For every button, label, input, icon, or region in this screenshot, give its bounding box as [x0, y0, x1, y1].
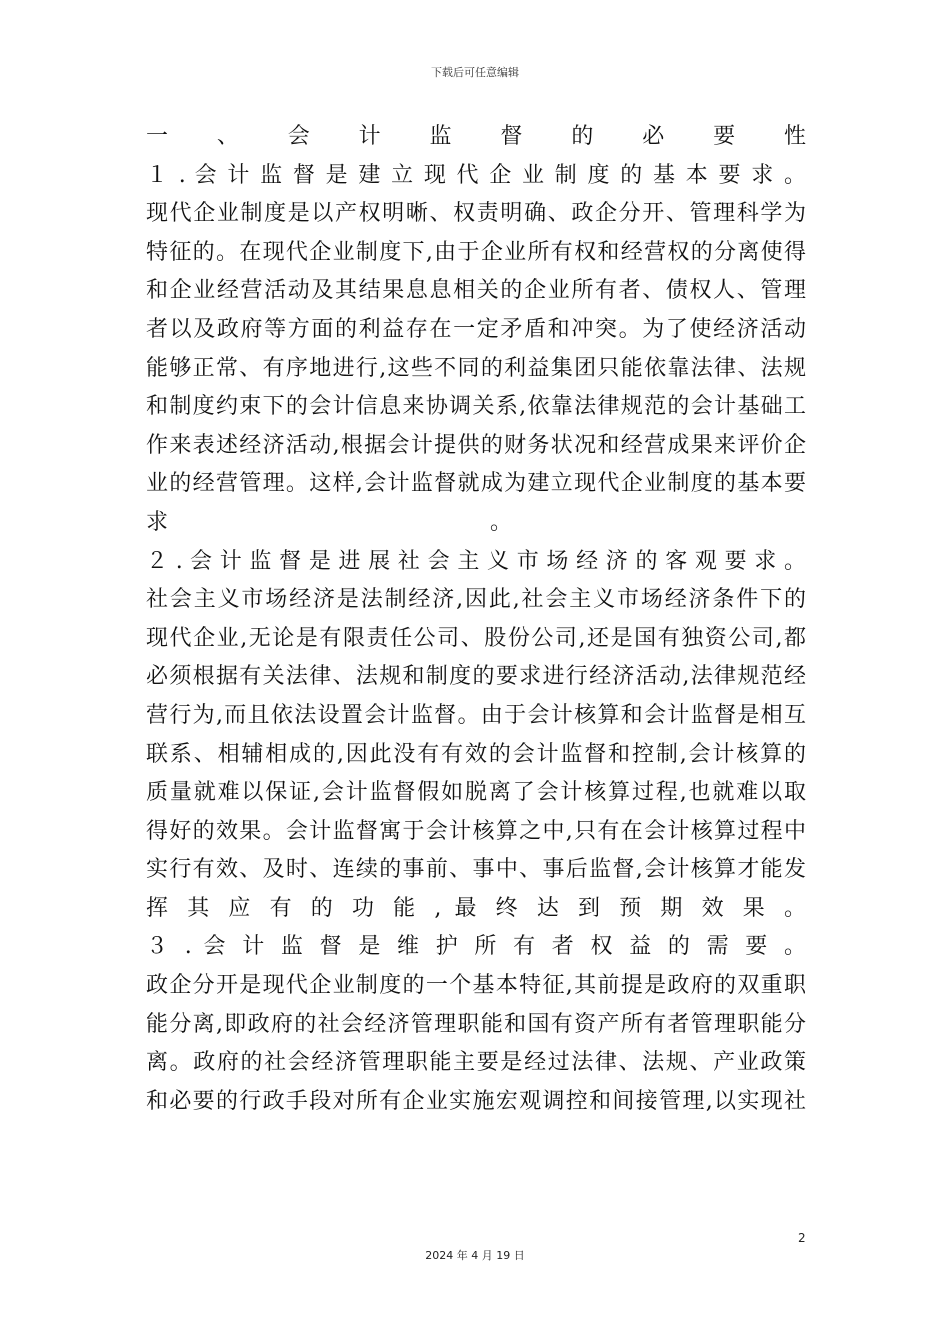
text-line: [146, 504, 806, 543]
page-header: 下载后可任意编辑: [431, 66, 519, 79]
text-line: 必须根据有关法律、法规和制度的要求进行经济活动,法律规范经: [146, 664, 806, 690]
text-line-main: 求: [146, 509, 169, 535]
text-line: 现代企业制度是以产权明晰、权责明确、政企分开、管理科学为: [146, 201, 806, 227]
document-body: [146, 118, 806, 1121]
text-line: 得好的效果。会计监督寓于会计核算之中,只有在会计核算过程中: [146, 818, 806, 844]
text-line: 挥 其 应 有 的 功 能 , 最 终 达 到 预 期 效 果 。: [146, 895, 806, 921]
text-line: 现代企业,无论是有限责任公司、股份公司,还是国有独资公司,都: [146, 625, 806, 651]
text-line: 业的经营管理。这样,会计监督就成为建立现代企业制度的基本要: [146, 471, 806, 497]
text-line: 能分离,即政府的社会经济管理职能和国有资产所有者管理职能分: [146, 1011, 806, 1037]
page-footer-date: 2024 年 4 月 19 日: [425, 1249, 525, 1262]
text-line: ２ . 会 计 监 督 是 进 展 社 会 主 义 市 场 经 济 的 客 观 要 求 。: [146, 548, 806, 574]
page-number: 2: [798, 1231, 806, 1245]
text-line: 离。政府的社会经济管理职能主要是经过法律、法规、产业政策: [146, 1050, 806, 1076]
text-line: 作来表述经济活动,根据会计提供的财务状况和经营成果来评价企: [146, 432, 806, 458]
text-line: 者以及政府等方面的利益存在一定矛盾和冲突。为了使经济活动: [146, 316, 806, 342]
text-line: 政企分开是现代企业制度的一个基本特征,其前提是政府的双重职: [146, 973, 806, 999]
text-line: 能够正常、有序地进行,这些不同的利益集团只能依靠法律、法规: [146, 355, 806, 381]
text-line: １ . 会 计 监 督 是 建 立 现 代 企 业 制 度 的 基 本 要 求 。: [146, 162, 806, 188]
text-line: 联系、相辅相成的,因此没有有效的会计监督和控制,会计核算的: [146, 741, 806, 767]
text-line: 营行为,而且依法设置会计监督。由于会计核算和会计监督是相互: [146, 702, 806, 728]
text-line: 和制度约束下的会计信息来协调关系,依靠法律规范的会计基础工: [146, 394, 806, 420]
text-line: 实行有效、及时、连续的事前、事中、事后监督,会计核算才能发: [146, 857, 806, 883]
text-line: 特征的。在现代企业制度下,由于企业所有权和经营权的分离使得: [146, 239, 806, 265]
text-line: 和企业经营活动及其结果息息相关的企业所有者、债权人、管理: [146, 278, 806, 304]
text-line: 和必要的行政手段对所有企业实施宏观调控和间接管理,以实现社: [146, 1088, 806, 1114]
text-line: ３ . 会 计 监 督 是 维 护 所 有 者 权 益 的 需 要 。: [146, 934, 806, 960]
text-line-tail: 。: [490, 509, 513, 535]
text-line: 质量就难以保证,会计监督假如脱离了会计核算过程,也就难以取: [146, 780, 806, 806]
text-line: 一 、 会 计 监 督 的 必 要 性: [146, 124, 806, 149]
text-line: 社会主义市场经济是法制经济,因此,社会主义市场经济条件下的: [146, 587, 806, 613]
